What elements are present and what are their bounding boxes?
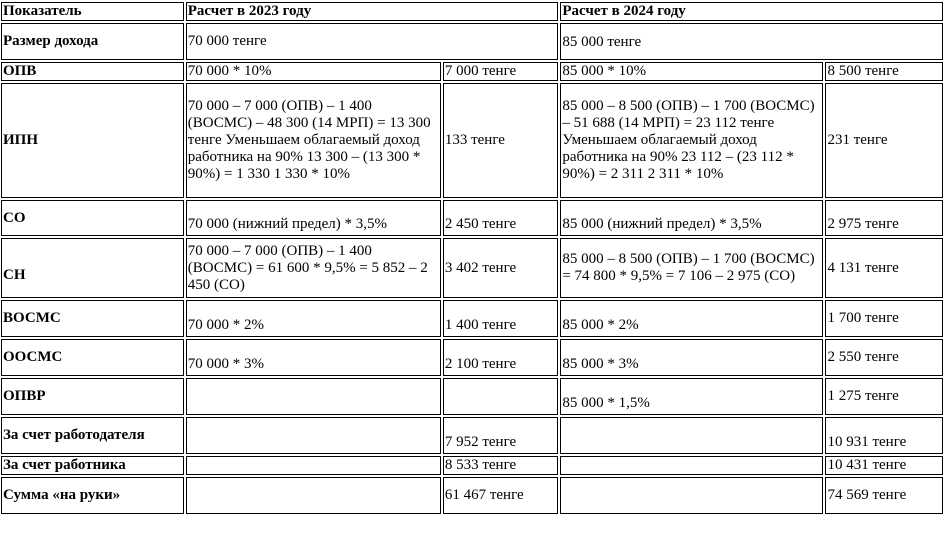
result-2023: 61 467 тенге bbox=[443, 477, 559, 514]
calc-2023 bbox=[186, 477, 441, 514]
header-indicator: Показатель bbox=[1, 2, 184, 21]
result-2024: 2 975 тенге bbox=[825, 200, 943, 236]
row-label: СО bbox=[1, 200, 184, 236]
table-row-so bbox=[1, 200, 943, 236]
table-row-sn bbox=[1, 238, 943, 298]
calc-2023 bbox=[186, 378, 441, 415]
calc-2023: 70 000 * 2% bbox=[186, 300, 441, 337]
calc-2024: 85 000 * 2% bbox=[560, 300, 823, 337]
result-2023: 3 402 тенге bbox=[443, 238, 559, 298]
calc-2024 bbox=[560, 477, 823, 514]
calc-2023: 70 000 – 7 000 (ОПВ) – 1 400 (ВОСМС) = 61 600 * 9,5% = 5 852 – 2 450 (СО) bbox=[186, 238, 441, 298]
table-row-vosms bbox=[1, 300, 943, 337]
result-2023: 7 000 тенге bbox=[443, 62, 559, 81]
table-row-oosms bbox=[1, 339, 943, 376]
calc-2023: 70 000 (нижний предел) * 3,5% bbox=[186, 200, 441, 236]
row-label: За счет работника bbox=[1, 456, 184, 475]
row-label: Сумма «на руки» bbox=[1, 477, 184, 514]
row-label: ОПВ bbox=[1, 62, 184, 81]
table-row-net-pay bbox=[1, 477, 943, 514]
result-2023 bbox=[443, 378, 559, 415]
result-2023: 2 100 тенге bbox=[443, 339, 559, 376]
calc-2023: 70 000 тенге bbox=[186, 23, 559, 60]
result-2024: 8 500 тенге bbox=[825, 62, 943, 81]
result-2024: 74 569 тенге bbox=[825, 477, 943, 514]
calc-2023 bbox=[186, 456, 441, 475]
calc-2023: 70 000 * 3% bbox=[186, 339, 441, 376]
table-header-row bbox=[1, 2, 943, 21]
row-label: ВОСМС bbox=[1, 300, 184, 337]
calc-2024: 85 000 * 10% bbox=[560, 62, 823, 81]
calc-2023 bbox=[186, 417, 441, 454]
table-row-opv bbox=[1, 62, 943, 81]
table-row-ipn bbox=[1, 83, 943, 198]
result-2024: 10 931 тенге bbox=[825, 417, 943, 454]
row-label: Размер дохода bbox=[1, 23, 184, 60]
result-2024: 2 550 тенге bbox=[825, 339, 943, 376]
result-2024: 231 тенге bbox=[825, 83, 943, 198]
calc-2024: 85 000 * 1,5% bbox=[560, 378, 823, 415]
result-2023: 1 400 тенге bbox=[443, 300, 559, 337]
result-2024: 4 131 тенге bbox=[825, 238, 943, 298]
calc-2024: 85 000 – 8 500 (ОПВ) – 1 700 (ВОСМС) = 74 800 * 9,5% = 7 106 – 2 975 (СО) bbox=[560, 238, 823, 298]
result-2023: 7 952 тенге bbox=[443, 417, 559, 454]
result-2023: 2 450 тенге bbox=[443, 200, 559, 236]
calc-2023: 70 000 – 7 000 (ОПВ) – 1 400 (ВОСМС) – 48 300 (14 МРП) = 13 300 тенге Уменьшаем облагаемый доход работника на 90% 13 300 – (13 300 * 90%) = 1 330 1 330 * 10% bbox=[186, 83, 441, 198]
table-row-income bbox=[1, 23, 943, 60]
calc-2024: 85 000 – 8 500 (ОПВ) – 1 700 (ВОСМС) – 51 688 (14 МРП) = 23 112 тенге Уменьшаем облагаемый доход работника на 90% 23 112 – (23 112 * 90%) = 2 311 2 311 * 10% bbox=[560, 83, 823, 198]
calc-2024: 85 000 * 3% bbox=[560, 339, 823, 376]
result-2023: 8 533 тенге bbox=[443, 456, 559, 475]
row-label: СН bbox=[1, 238, 184, 298]
result-2023: 133 тенге bbox=[443, 83, 559, 198]
result-2024: 10 431 тенге bbox=[825, 456, 943, 475]
row-label: ООСМС bbox=[1, 339, 184, 376]
table-row-opvr bbox=[1, 378, 943, 415]
table-row-employer-total bbox=[1, 417, 943, 454]
calc-2024: 85 000 тенге bbox=[560, 23, 943, 60]
calc-2023: 70 000 * 10% bbox=[186, 62, 441, 81]
result-2024: 1 275 тенге bbox=[825, 378, 943, 415]
result-2024: 1 700 тенге bbox=[825, 300, 943, 337]
row-label: ИПН bbox=[1, 83, 184, 198]
row-label: ОПВР bbox=[1, 378, 184, 415]
calc-2024: 85 000 (нижний предел) * 3,5% bbox=[560, 200, 823, 236]
calc-2024 bbox=[560, 456, 823, 475]
header-year-2023: Расчет в 2023 году bbox=[186, 2, 559, 21]
header-year-2024: Расчет в 2024 году bbox=[560, 2, 943, 21]
table-row-employee-total bbox=[1, 456, 943, 475]
calc-2024 bbox=[560, 417, 823, 454]
row-label: За счет работодателя bbox=[1, 417, 184, 454]
